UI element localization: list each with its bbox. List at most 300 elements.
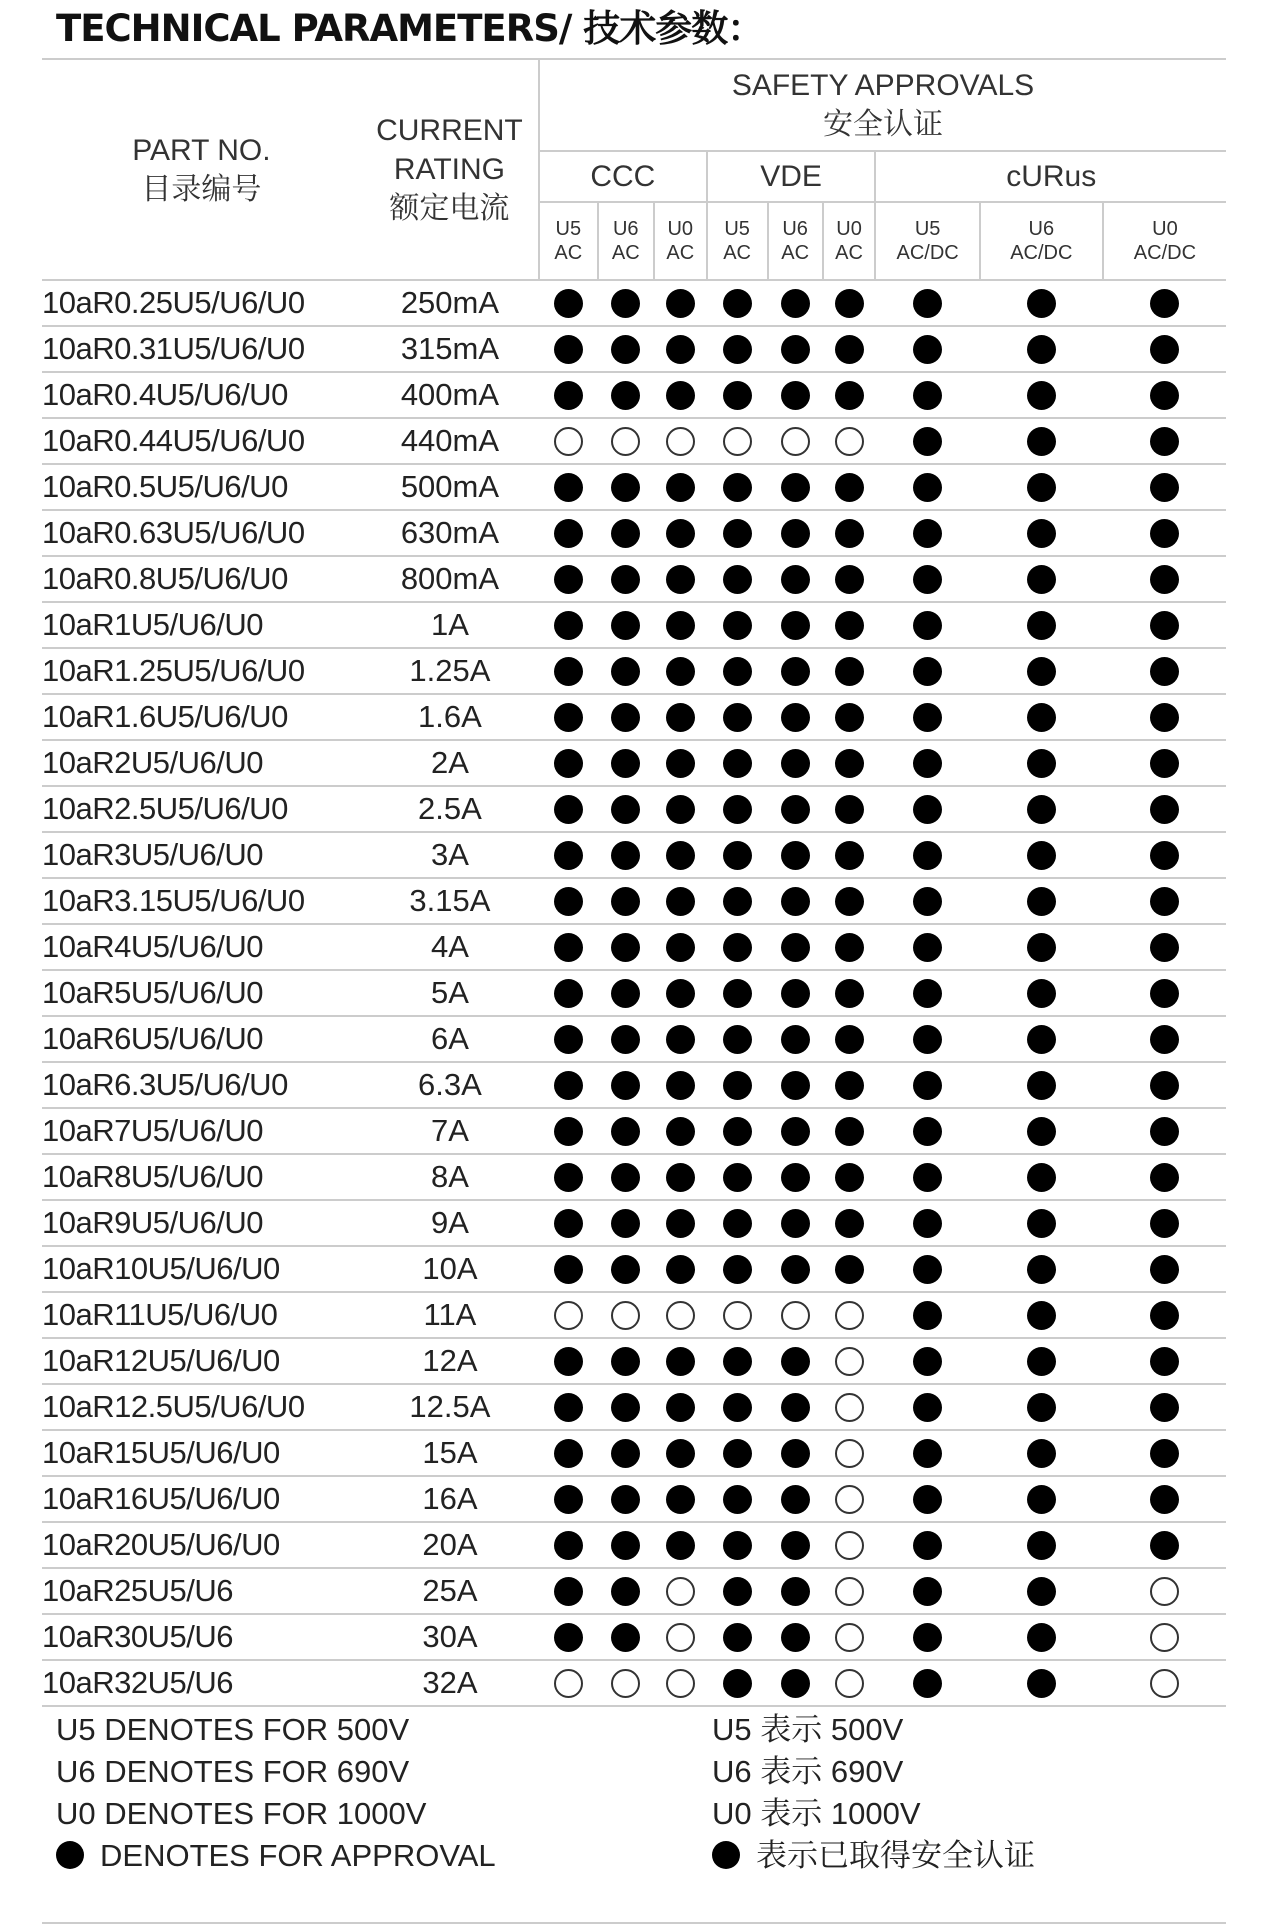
approval-cell bbox=[598, 1016, 654, 1062]
approval-cell bbox=[768, 372, 823, 418]
filled-circle-icon bbox=[835, 565, 864, 594]
approval-cell bbox=[598, 648, 654, 694]
table-row bbox=[42, 924, 1226, 970]
filled-circle-icon bbox=[611, 979, 640, 1008]
approval-cell bbox=[654, 1016, 707, 1062]
empty-circle-icon bbox=[1150, 1577, 1179, 1606]
approval-cell bbox=[707, 1660, 768, 1706]
filled-circle-icon bbox=[913, 519, 942, 548]
filled-circle-icon bbox=[1027, 1485, 1056, 1514]
approval-cell bbox=[980, 1660, 1103, 1706]
approval-cell bbox=[823, 832, 876, 878]
filled-circle-icon bbox=[611, 1209, 640, 1238]
approval-cell bbox=[875, 786, 979, 832]
filled-circle-icon bbox=[1150, 1347, 1179, 1376]
filled-circle-icon bbox=[1150, 519, 1179, 548]
filled-circle-icon bbox=[781, 1577, 810, 1606]
approval-cell bbox=[1103, 832, 1226, 878]
approval-cell bbox=[823, 1522, 876, 1568]
approval-cell bbox=[654, 740, 707, 786]
approval-cell bbox=[980, 1338, 1103, 1384]
filled-circle-icon bbox=[835, 1163, 864, 1192]
filled-circle-icon bbox=[723, 979, 752, 1008]
filled-circle-icon bbox=[712, 1841, 740, 1869]
empty-circle-icon bbox=[666, 1669, 695, 1698]
approval-cell bbox=[1103, 1660, 1226, 1706]
header-current-rating bbox=[361, 60, 539, 280]
filled-circle-icon bbox=[554, 1163, 583, 1192]
part-number-cell: 10aR10U5/U6/U0 bbox=[42, 1246, 361, 1292]
filled-circle-icon bbox=[835, 933, 864, 962]
current-rating-cell: 15A bbox=[361, 1430, 539, 1476]
approval-cell bbox=[875, 878, 979, 924]
note-approval-en-text: DENOTES FOR APPROVAL bbox=[100, 1838, 496, 1873]
note-u6-en: U6 DENOTES FOR 690V bbox=[56, 1754, 410, 1789]
part-number-cell: 10aR5U5/U6/U0 bbox=[42, 970, 361, 1016]
table-row bbox=[42, 1108, 1226, 1154]
filled-circle-icon bbox=[1027, 933, 1056, 962]
current-rating-cell: 1A bbox=[361, 602, 539, 648]
filled-circle-icon bbox=[611, 1025, 640, 1054]
filled-circle-icon bbox=[554, 933, 583, 962]
approval-cell bbox=[539, 694, 598, 740]
header-subcol bbox=[875, 202, 979, 280]
filled-circle-icon bbox=[781, 1163, 810, 1192]
header-group-vde: VDE bbox=[707, 151, 876, 202]
table-row bbox=[42, 1292, 1226, 1338]
filled-circle-icon bbox=[1027, 519, 1056, 548]
approval-cell bbox=[980, 1108, 1103, 1154]
approval-cell bbox=[707, 1108, 768, 1154]
approval-cell bbox=[707, 1200, 768, 1246]
filled-circle-icon bbox=[781, 473, 810, 502]
approval-cell bbox=[707, 1246, 768, 1292]
subcol-voltage: U0 bbox=[1152, 218, 1178, 240]
approval-cell bbox=[598, 740, 654, 786]
filled-circle-icon bbox=[781, 1071, 810, 1100]
approval-cell bbox=[823, 556, 876, 602]
filled-circle-icon bbox=[666, 887, 695, 916]
approval-cell bbox=[654, 1062, 707, 1108]
filled-circle-icon bbox=[913, 1669, 942, 1698]
approval-cell bbox=[1103, 970, 1226, 1016]
approval-cell bbox=[823, 648, 876, 694]
filled-circle-icon bbox=[835, 381, 864, 410]
approval-cell bbox=[707, 418, 768, 464]
approval-cell bbox=[980, 740, 1103, 786]
empty-circle-icon bbox=[781, 427, 810, 456]
filled-circle-icon bbox=[666, 611, 695, 640]
filled-circle-icon bbox=[554, 1025, 583, 1054]
filled-circle-icon bbox=[781, 1439, 810, 1468]
empty-circle-icon bbox=[835, 1531, 864, 1560]
approval-cell bbox=[1103, 648, 1226, 694]
header-subcol bbox=[1103, 202, 1226, 280]
approval-cell bbox=[654, 1246, 707, 1292]
part-number-cell: 10aR1.25U5/U6/U0 bbox=[42, 648, 361, 694]
filled-circle-icon bbox=[611, 1393, 640, 1422]
empty-circle-icon bbox=[835, 1301, 864, 1330]
part-number-cell: 10aR25U5/U6 bbox=[42, 1568, 361, 1614]
filled-circle-icon bbox=[1027, 1439, 1056, 1468]
part-number-cell: 10aR12.5U5/U6/U0 bbox=[42, 1384, 361, 1430]
note-approval-en bbox=[56, 1836, 496, 1876]
filled-circle-icon bbox=[835, 335, 864, 364]
approval-cell bbox=[875, 740, 979, 786]
table-row bbox=[42, 1384, 1226, 1430]
approval-cell bbox=[823, 1384, 876, 1430]
filled-circle-icon bbox=[781, 1623, 810, 1652]
filled-circle-icon bbox=[781, 519, 810, 548]
approval-cell bbox=[875, 832, 979, 878]
approval-cell bbox=[980, 1568, 1103, 1614]
approval-cell bbox=[1103, 1108, 1226, 1154]
filled-circle-icon bbox=[913, 887, 942, 916]
approval-cell bbox=[875, 648, 979, 694]
subcol-type: AC/DC bbox=[896, 242, 959, 264]
filled-circle-icon bbox=[835, 289, 864, 318]
part-number-cell: 10aR9U5/U6/U0 bbox=[42, 1200, 361, 1246]
filled-circle-icon bbox=[611, 795, 640, 824]
approval-cell bbox=[1103, 326, 1226, 372]
approval-cell bbox=[768, 740, 823, 786]
approval-cell bbox=[875, 1108, 979, 1154]
approval-cell bbox=[980, 326, 1103, 372]
filled-circle-icon bbox=[913, 1577, 942, 1606]
filled-circle-icon bbox=[723, 381, 752, 410]
filled-circle-icon bbox=[554, 289, 583, 318]
filled-circle-icon bbox=[611, 1531, 640, 1560]
approval-cell bbox=[598, 1200, 654, 1246]
header-subcol bbox=[768, 202, 823, 280]
filled-circle-icon bbox=[835, 473, 864, 502]
approval-cell bbox=[539, 832, 598, 878]
approval-cell bbox=[823, 464, 876, 510]
approval-cell bbox=[980, 464, 1103, 510]
filled-circle-icon bbox=[913, 1025, 942, 1054]
header-subcol bbox=[654, 202, 707, 280]
approval-cell bbox=[539, 1154, 598, 1200]
approval-cell bbox=[707, 326, 768, 372]
approval-cell bbox=[823, 1292, 876, 1338]
approval-cell bbox=[980, 372, 1103, 418]
approval-cell bbox=[654, 786, 707, 832]
approval-cell bbox=[707, 464, 768, 510]
approval-cell bbox=[1103, 372, 1226, 418]
filled-circle-icon bbox=[1027, 1669, 1056, 1698]
filled-circle-icon bbox=[1027, 1163, 1056, 1192]
approval-cell bbox=[875, 1430, 979, 1476]
note-u5-zh: U5 表示 500V bbox=[712, 1712, 904, 1747]
approval-cell bbox=[707, 280, 768, 326]
approval-cell bbox=[598, 1430, 654, 1476]
filled-circle-icon bbox=[835, 1071, 864, 1100]
approval-cell bbox=[707, 1522, 768, 1568]
filled-circle-icon bbox=[723, 887, 752, 916]
filled-circle-icon bbox=[913, 1209, 942, 1238]
approval-cell bbox=[823, 1476, 876, 1522]
filled-circle-icon bbox=[781, 841, 810, 870]
filled-circle-icon bbox=[611, 565, 640, 594]
table-row bbox=[42, 372, 1226, 418]
approval-cell bbox=[875, 1384, 979, 1430]
legend-notes bbox=[56, 1710, 1226, 1920]
approval-cell bbox=[768, 510, 823, 556]
approval-cell bbox=[768, 280, 823, 326]
filled-circle-icon bbox=[1150, 749, 1179, 778]
approval-cell bbox=[1103, 1246, 1226, 1292]
filled-circle-icon bbox=[781, 1117, 810, 1146]
filled-circle-icon bbox=[1150, 1209, 1179, 1238]
approval-cell bbox=[875, 464, 979, 510]
approval-cell bbox=[707, 510, 768, 556]
filled-circle-icon bbox=[723, 519, 752, 548]
filled-circle-icon bbox=[723, 1485, 752, 1514]
approval-cell bbox=[539, 1614, 598, 1660]
filled-circle-icon bbox=[835, 979, 864, 1008]
filled-circle-icon bbox=[554, 703, 583, 732]
filled-circle-icon bbox=[1027, 1117, 1056, 1146]
filled-circle-icon bbox=[611, 611, 640, 640]
filled-circle-icon bbox=[723, 335, 752, 364]
approval-cell bbox=[980, 602, 1103, 648]
current-rating-cell: 630mA bbox=[361, 510, 539, 556]
empty-circle-icon bbox=[1150, 1669, 1179, 1698]
filled-circle-icon bbox=[611, 473, 640, 502]
current-rating-cell: 4A bbox=[361, 924, 539, 970]
subcol-voltage: U5 bbox=[914, 218, 941, 240]
table-row bbox=[42, 1476, 1226, 1522]
approval-cell bbox=[980, 970, 1103, 1016]
filled-circle-icon bbox=[1027, 703, 1056, 732]
approval-cell bbox=[654, 878, 707, 924]
filled-circle-icon bbox=[913, 427, 942, 456]
approval-cell bbox=[1103, 1384, 1226, 1430]
filled-circle-icon bbox=[913, 1301, 942, 1330]
approval-cell bbox=[539, 1384, 598, 1430]
filled-circle-icon bbox=[666, 1255, 695, 1284]
filled-circle-icon bbox=[913, 1071, 942, 1100]
approval-cell bbox=[823, 280, 876, 326]
filled-circle-icon bbox=[666, 749, 695, 778]
approval-cell bbox=[707, 1292, 768, 1338]
filled-circle-icon bbox=[611, 887, 640, 916]
approval-cell bbox=[980, 1246, 1103, 1292]
filled-circle-icon bbox=[1027, 841, 1056, 870]
filled-circle-icon bbox=[1150, 979, 1179, 1008]
approval-cell bbox=[539, 878, 598, 924]
table-row bbox=[42, 1016, 1226, 1062]
approval-cell bbox=[654, 694, 707, 740]
filled-circle-icon bbox=[666, 703, 695, 732]
approval-cell bbox=[875, 1016, 979, 1062]
filled-circle-icon bbox=[554, 749, 583, 778]
table-row bbox=[42, 832, 1226, 878]
approval-cell bbox=[823, 1660, 876, 1706]
approval-cell bbox=[823, 1016, 876, 1062]
filled-circle-icon bbox=[554, 1531, 583, 1560]
current-rating-cell: 315mA bbox=[361, 326, 539, 372]
part-number-cell: 10aR1.6U5/U6/U0 bbox=[42, 694, 361, 740]
approval-cell bbox=[875, 1522, 979, 1568]
approval-cell bbox=[598, 1476, 654, 1522]
empty-circle-icon bbox=[835, 1393, 864, 1422]
approval-cell bbox=[598, 924, 654, 970]
approval-cell bbox=[539, 372, 598, 418]
empty-circle-icon bbox=[835, 427, 864, 456]
filled-circle-icon bbox=[1027, 749, 1056, 778]
filled-circle-icon bbox=[913, 565, 942, 594]
filled-circle-icon bbox=[554, 1393, 583, 1422]
approval-cell bbox=[707, 832, 768, 878]
subcol-voltage: U6 bbox=[1028, 218, 1055, 240]
approval-cell bbox=[654, 1154, 707, 1200]
approval-cell bbox=[875, 1660, 979, 1706]
filled-circle-icon bbox=[666, 1117, 695, 1146]
table-row bbox=[42, 1522, 1226, 1568]
approval-cell bbox=[980, 1522, 1103, 1568]
filled-circle-icon bbox=[666, 1347, 695, 1376]
approval-cell bbox=[875, 1062, 979, 1108]
table-row bbox=[42, 280, 1226, 326]
filled-circle-icon bbox=[835, 519, 864, 548]
part-number-cell: 10aR0.44U5/U6/U0 bbox=[42, 418, 361, 464]
filled-circle-icon bbox=[781, 1255, 810, 1284]
filled-circle-icon bbox=[666, 519, 695, 548]
filled-circle-icon bbox=[781, 1347, 810, 1376]
table-row bbox=[42, 1200, 1226, 1246]
note-u5-en: U5 DENOTES FOR 500V bbox=[56, 1712, 410, 1747]
filled-circle-icon bbox=[1027, 289, 1056, 318]
filled-circle-icon bbox=[666, 289, 695, 318]
filled-circle-icon bbox=[913, 1255, 942, 1284]
approval-cell bbox=[1103, 924, 1226, 970]
current-rating-cell: 6.3A bbox=[361, 1062, 539, 1108]
filled-circle-icon bbox=[1150, 1255, 1179, 1284]
filled-circle-icon bbox=[723, 1025, 752, 1054]
subcol-type: AC bbox=[611, 242, 640, 264]
filled-circle-icon bbox=[723, 749, 752, 778]
approval-cell bbox=[980, 786, 1103, 832]
filled-circle-icon bbox=[723, 611, 752, 640]
current-rating-cell: 1.6A bbox=[361, 694, 539, 740]
filled-circle-icon bbox=[1027, 611, 1056, 640]
table-row bbox=[42, 740, 1226, 786]
approval-cell bbox=[768, 556, 823, 602]
approval-cell bbox=[875, 1338, 979, 1384]
empty-circle-icon bbox=[835, 1347, 864, 1376]
current-rating-cell: 8A bbox=[361, 1154, 539, 1200]
filled-circle-icon bbox=[1027, 1393, 1056, 1422]
table-row bbox=[42, 1154, 1226, 1200]
approval-cell bbox=[768, 418, 823, 464]
approval-cell bbox=[654, 1568, 707, 1614]
filled-circle-icon bbox=[1150, 565, 1179, 594]
current-rating-cell: 16A bbox=[361, 1476, 539, 1522]
filled-circle-icon bbox=[1150, 1163, 1179, 1192]
approval-cell bbox=[539, 326, 598, 372]
table-row bbox=[42, 1660, 1226, 1706]
part-number-cell: 10aR7U5/U6/U0 bbox=[42, 1108, 361, 1154]
note-u6-zh: U6 表示 690V bbox=[712, 1754, 904, 1789]
empty-circle-icon bbox=[666, 427, 695, 456]
filled-circle-icon bbox=[611, 933, 640, 962]
filled-circle-icon bbox=[723, 795, 752, 824]
empty-circle-icon bbox=[611, 1301, 640, 1330]
filled-circle-icon bbox=[723, 841, 752, 870]
filled-circle-icon bbox=[1027, 887, 1056, 916]
filled-circle-icon bbox=[781, 1025, 810, 1054]
approval-cell bbox=[768, 1614, 823, 1660]
table-row bbox=[42, 694, 1226, 740]
filled-circle-icon bbox=[1150, 611, 1179, 640]
approval-cell bbox=[980, 556, 1103, 602]
filled-circle-icon bbox=[554, 519, 583, 548]
approval-cell bbox=[598, 280, 654, 326]
table-row bbox=[42, 326, 1226, 372]
empty-circle-icon bbox=[835, 1669, 864, 1698]
approval-cell bbox=[768, 694, 823, 740]
approval-cell bbox=[598, 1062, 654, 1108]
filled-circle-icon bbox=[723, 1071, 752, 1100]
filled-circle-icon bbox=[554, 1117, 583, 1146]
approval-cell bbox=[768, 924, 823, 970]
part-number-cell: 10aR32U5/U6 bbox=[42, 1660, 361, 1706]
empty-circle-icon bbox=[666, 1301, 695, 1330]
filled-circle-icon bbox=[554, 1485, 583, 1514]
filled-circle-icon bbox=[913, 1439, 942, 1468]
header-current-line1: CURRENT bbox=[376, 114, 523, 147]
filled-circle-icon bbox=[913, 979, 942, 1008]
filled-circle-icon bbox=[611, 1255, 640, 1284]
approval-cell bbox=[980, 280, 1103, 326]
approval-cell bbox=[598, 786, 654, 832]
approval-cell bbox=[768, 786, 823, 832]
approval-cell bbox=[598, 1292, 654, 1338]
current-rating-cell: 11A bbox=[361, 1292, 539, 1338]
approval-cell bbox=[539, 1016, 598, 1062]
filled-circle-icon bbox=[554, 841, 583, 870]
filled-circle-icon bbox=[781, 703, 810, 732]
part-number-cell: 10aR0.8U5/U6/U0 bbox=[42, 556, 361, 602]
filled-circle-icon bbox=[1027, 1623, 1056, 1652]
approval-cell bbox=[980, 510, 1103, 556]
approval-cell bbox=[768, 1200, 823, 1246]
part-number-cell: 10aR0.4U5/U6/U0 bbox=[42, 372, 361, 418]
approval-cell bbox=[768, 970, 823, 1016]
approval-cell bbox=[768, 326, 823, 372]
approval-cell bbox=[823, 1200, 876, 1246]
approval-cell bbox=[654, 832, 707, 878]
filled-circle-icon bbox=[913, 1117, 942, 1146]
approval-cell bbox=[654, 280, 707, 326]
filled-circle-icon bbox=[781, 657, 810, 686]
filled-circle-icon bbox=[554, 381, 583, 410]
current-rating-cell: 25A bbox=[361, 1568, 539, 1614]
filled-circle-icon bbox=[1027, 1577, 1056, 1606]
current-rating-cell: 440mA bbox=[361, 418, 539, 464]
header-current-line2: RATING bbox=[393, 153, 505, 186]
approval-cell bbox=[598, 602, 654, 648]
filled-circle-icon bbox=[1150, 289, 1179, 318]
filled-circle-icon bbox=[1150, 1025, 1179, 1054]
approval-cell bbox=[980, 418, 1103, 464]
approval-cell bbox=[654, 1108, 707, 1154]
filled-circle-icon bbox=[666, 979, 695, 1008]
subcol-type: AC/DC bbox=[1010, 242, 1073, 264]
approval-cell bbox=[768, 1338, 823, 1384]
empty-circle-icon bbox=[611, 427, 640, 456]
